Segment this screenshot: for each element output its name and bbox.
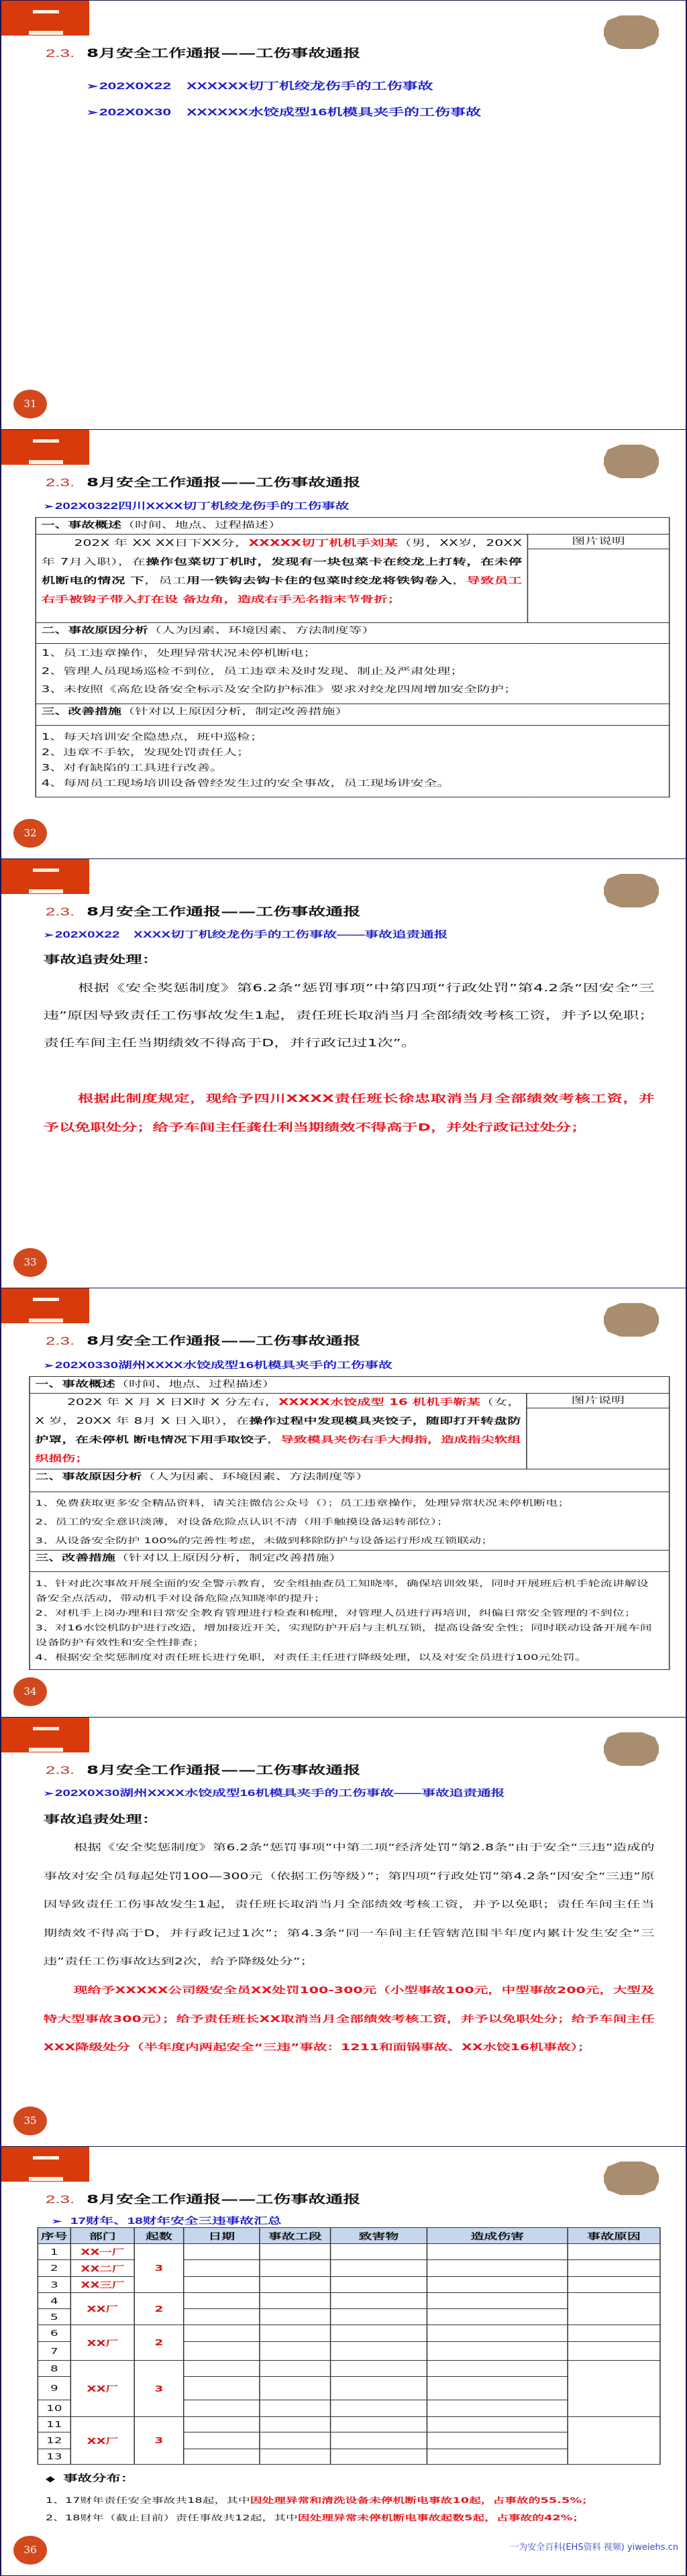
slide-content <box>1 859 687 1288</box>
slide-35 <box>0 1717 687 2146</box>
slide-content <box>1 1718 687 2146</box>
slide-34 <box>0 1288 687 1717</box>
cell-section[interactable] <box>260 2244 331 2260</box>
cell-injury[interactable] <box>427 2400 568 2417</box>
distribution-line <box>46 2510 584 2525</box>
section-header-row <box>36 704 669 726</box>
measures-cell <box>30 1572 670 1670</box>
column-header: 序号 <box>38 2228 70 2244</box>
accident-count: 3 <box>134 2361 183 2417</box>
incident-link-item[interactable] <box>87 106 481 119</box>
subheading-text: 17财年、18财年安全三违事故汇总 <box>70 2216 282 2226</box>
cell-cause[interactable] <box>568 2325 660 2342</box>
overview-text <box>42 535 522 610</box>
text-segment: 操作过程中发现模具夹饺子，随即打开转盘防护罩，在未停机 断电情况下用手取饺子 <box>35 1416 521 1445</box>
page-number-badge: 34 <box>13 1677 47 1706</box>
section-note: （针对以上原因分析，制定改善措施） <box>121 707 349 717</box>
cell-hazard[interactable] <box>331 2377 427 2400</box>
section-header-cell <box>36 623 669 644</box>
cell-date[interactable] <box>184 2377 260 2400</box>
column-header: 日期 <box>184 2228 260 2244</box>
section-note: （人为因素、环境因素、方法制度等） <box>148 626 376 636</box>
section-header-row <box>30 1377 670 1394</box>
text-segment: 操作包菜切丁机时，发现有一块包菜卡在绞龙上打转，在未停机断电的情况 下 <box>41 557 523 586</box>
slide-subheading <box>44 1359 392 1372</box>
photo-caption-label: 图片说明 <box>527 1394 669 1408</box>
causes-list <box>36 1492 664 1550</box>
cell-date[interactable] <box>184 2417 260 2432</box>
slide-content <box>1 430 687 858</box>
text-segment: 1、17财年责任安全事故共18起，其中 <box>45 2496 250 2505</box>
subheading-text: 202X0X30湖州XXXX水饺成型16机模具夹手的工伤事故——事故追责通报 <box>54 1788 505 1798</box>
cause-item: 3、从设备安全防护 100%的完善性考虑，未做到移除防护与设备运行形成互锁联动； <box>35 1536 494 1545</box>
text-segment: 2、18财年（截止目前）责任事故共12起，其中 <box>45 2513 298 2522</box>
accident-count: 3 <box>134 2244 183 2293</box>
cell-section[interactable] <box>260 2377 331 2400</box>
slide-title: 8月安全工作通报——工伤事故通报 <box>87 1335 361 1348</box>
incident-report-table <box>36 517 670 797</box>
section-header-cell <box>30 1551 670 1572</box>
department: XX厂 <box>70 2361 134 2417</box>
incident-link-text: 202X0X22 XXXXXX切丁机绞龙伤手的工伤事故 <box>99 80 433 92</box>
causes-cell <box>36 644 669 704</box>
department: XX三厂 <box>70 2277 134 2293</box>
row-number: 12 <box>38 2432 70 2449</box>
section-number: 2.3. <box>45 476 75 489</box>
measures-row <box>36 726 669 797</box>
column-header: 造成伤害 <box>427 2228 568 2244</box>
row-number: 6 <box>38 2325 70 2342</box>
row-number: 10 <box>38 2400 70 2417</box>
text-segment: ， <box>267 1435 280 1445</box>
section-number: 2.3. <box>45 905 75 918</box>
table-row <box>38 2244 660 2260</box>
section-number: 2.3. <box>45 1764 75 1777</box>
row-number: 11 <box>38 2417 70 2432</box>
subheading-text: 202X0X22 XXXX切丁机绞龙伤手的工伤事故——事故追责通报 <box>54 930 448 940</box>
cell-cause[interactable] <box>568 2342 660 2361</box>
cell-hazard[interactable] <box>331 2449 427 2465</box>
cell-cause[interactable] <box>568 2417 660 2465</box>
section-number: 2.3. <box>45 1335 75 1347</box>
row-number: 13 <box>38 2449 70 2465</box>
section-note: （时间、地点、过程描述） <box>115 1380 276 1390</box>
slide-subheading <box>44 500 350 513</box>
row-number: 2 <box>38 2260 70 2277</box>
section-heading: 三、改善措施 <box>35 1553 115 1563</box>
column-header: 事故原因 <box>568 2228 660 2244</box>
cell-injury[interactable] <box>427 2293 568 2309</box>
cell-date[interactable] <box>184 2325 260 2342</box>
slide-content <box>1 1288 687 1717</box>
text-segment: XXXXX切丁机机手刘某 <box>248 539 399 549</box>
arrow-bullet-icon: ➢ <box>43 930 54 940</box>
text-segment: 导致员工右手被钩子带入打在设 备边角，造成右手无名指末节骨折； <box>41 576 523 605</box>
cause-item: 2、员工的安全意识淡薄，对设备危险点认识不清（用手触摸设备运转部位）； <box>35 1517 449 1526</box>
slide-subheading <box>44 1787 505 1800</box>
department: XX厂 <box>70 2325 134 2361</box>
cell-section[interactable] <box>260 2342 331 2361</box>
cell-date[interactable] <box>184 2277 260 2293</box>
slide-31 <box>0 0 687 429</box>
text-segment: 202X 年 X 月 X 日X时 X 分左右， <box>67 1398 278 1408</box>
cell-hazard[interactable] <box>331 2277 427 2293</box>
cell-hazard[interactable] <box>331 2400 427 2417</box>
row-number: 3 <box>38 2277 70 2293</box>
cell-injury[interactable] <box>427 2377 568 2400</box>
table-header-row <box>38 2228 660 2244</box>
cell-date[interactable] <box>184 2400 260 2417</box>
slide-title: 8月安全工作通报——工伤事故通报 <box>87 905 361 919</box>
slide-content <box>1 1 687 429</box>
measure-item: 2、违章不手软，发现处罚责任人； <box>41 748 250 758</box>
cell-section[interactable] <box>260 2277 331 2293</box>
cell-injury[interactable] <box>427 2325 568 2342</box>
cell-injury[interactable] <box>427 2309 568 2325</box>
table-row <box>38 2293 660 2309</box>
arrow-bullet-icon: ➢ <box>43 1361 54 1370</box>
page-number-badge: 32 <box>13 819 47 848</box>
accident-count: 2 <box>134 2325 183 2361</box>
measures-cell <box>36 726 669 797</box>
slide-32 <box>0 429 687 858</box>
arrow-bullet-icon: ➢ <box>43 502 54 511</box>
cell-cause[interactable] <box>568 2244 660 2260</box>
page-number-badge: 35 <box>13 2107 47 2135</box>
diamond-bullet-icon: ◆ <box>45 2474 55 2483</box>
cell-injury[interactable] <box>427 2449 568 2465</box>
section-header-cell <box>30 1377 670 1394</box>
incident-link-text: 202X0X30 XXXXXX水饺成型16机模具夹手的工伤事故 <box>99 107 481 118</box>
causes-row <box>36 644 669 704</box>
cell-date[interactable] <box>184 2309 260 2325</box>
cell-date[interactable] <box>184 2260 260 2277</box>
table-row <box>38 2361 660 2377</box>
cell-cause[interactable] <box>568 2293 660 2325</box>
cause-item: 3、未按照《高危设备安全标示及安全防护标准》要求对绞龙四周增加安全防护； <box>41 685 517 695</box>
measure-item: 3、对16水饺机防护进行改造，增加接近开关，实现防护开启与主机互锁，提高设备安全性；同时联动设备开展车间 <box>35 1623 652 1632</box>
row-number: 4 <box>38 2293 70 2309</box>
cell-hazard[interactable] <box>331 2309 427 2325</box>
measure-item: 4、每周员工现场培训设备曾经发生过的安全事故，员工现场讲安全。 <box>41 779 451 789</box>
section-note: （针对以上原因分析，制定改善措施） <box>115 1553 343 1563</box>
accountability-heading: 事故追责处理： <box>43 953 159 966</box>
row-number: 9 <box>38 2377 70 2400</box>
cell-hazard[interactable] <box>331 2325 427 2342</box>
column-header: 致害物 <box>331 2228 427 2244</box>
watermark-text: 一为安全百科(EHS资料 视频) yiweiehs.cn <box>510 2542 678 2553</box>
text-segment: XXXXX水饺成型 16 机机手靳某 <box>278 1398 481 1408</box>
cell-cause[interactable] <box>568 2260 660 2277</box>
causes-list <box>42 644 664 699</box>
slide-title: 8月安全工作通报——工伤事故通报 <box>87 476 361 490</box>
slide-title: 8月安全工作通报——工伤事故通报 <box>87 1764 361 1777</box>
subheading-text: 202X0330湖州XXXX水饺成型16机模具夹手的工伤事故 <box>54 1360 392 1370</box>
cell-section[interactable] <box>260 2400 331 2417</box>
department: XX二厂 <box>70 2260 134 2277</box>
measure-item: 1、针对此次事故开展全面的安全警示教育，安全组抽查员工知晓率，确保培训效果，同时开展班后机手轮流讲解设 <box>35 1579 649 1588</box>
page-number-badge: 33 <box>13 1248 47 1277</box>
department: XX一厂 <box>70 2244 134 2260</box>
text-segment: 因处理异常未停机断电事故起数5起，占事故的42%； <box>297 2513 585 2522</box>
incident-report-table <box>29 1376 670 1670</box>
cell-date[interactable] <box>184 2432 260 2449</box>
arrow-bullet-icon: ➢ <box>87 81 99 91</box>
section-header-cell <box>36 518 669 535</box>
overview-row <box>30 1394 670 1469</box>
measures-row <box>30 1572 670 1670</box>
text-segment: 用一铁钩去钩卡住的包菜时绞龙将铁钩卷入 <box>186 576 453 586</box>
section-header-cell <box>30 1469 670 1492</box>
measure-item: 备安全点活动，带动机手对设备危险点知晓率的提升； <box>35 1593 326 1603</box>
accountability-heading: 事故追责处理： <box>43 1813 159 1826</box>
column-header: 起数 <box>134 2228 183 2244</box>
slide-title: 8月安全工作通报——工伤事故通报 <box>87 47 361 60</box>
slide-36 <box>0 2146 687 2576</box>
cell-hazard[interactable] <box>331 2432 427 2449</box>
cell-date[interactable] <box>184 2342 260 2361</box>
slide-subheading <box>52 2215 281 2228</box>
section-header-row <box>36 518 669 535</box>
overview-text <box>36 1394 521 1469</box>
cell-hazard[interactable] <box>331 2361 427 2377</box>
distribution-heading <box>46 2471 136 2486</box>
causes-cell <box>30 1492 670 1551</box>
cell-injury[interactable] <box>427 2244 568 2260</box>
accident-count: 3 <box>134 2417 183 2465</box>
penalty-decision: 现给予XXXXX公司级安全员XX处罚100-300元（小型事故100元，中型事故200元，大型及特大型事故300元）；给予责任班长XX取消当月全部绩效考核工资，并予以免职处分；给予车间主任XXX降级处分（半年度内两起安全“三违”事故：1211和面锅事故、XX水饺16机事故）； <box>43 1986 655 2053</box>
row-number: 1 <box>38 2244 70 2260</box>
table-row <box>38 2417 660 2432</box>
cell-injury[interactable] <box>427 2417 568 2432</box>
overview-cell <box>30 1394 527 1469</box>
cell-hazard[interactable] <box>331 2293 427 2309</box>
cell-date[interactable] <box>184 2293 260 2309</box>
slide-title: 8月安全工作通报——工伤事故通报 <box>87 2193 361 2206</box>
section-note: （时间、地点、过程描述） <box>121 520 282 530</box>
cell-hazard[interactable] <box>331 2417 427 2432</box>
section-heading: 一、事故概述 <box>41 520 122 530</box>
slide-content <box>1 2147 687 2576</box>
arrow-bullet-icon: ➢ <box>51 2217 62 2226</box>
text-segment: 202X 年 XX XX日下XX分， <box>74 539 249 549</box>
measures-list <box>36 1572 664 1665</box>
cell-injury[interactable] <box>427 2277 568 2293</box>
photo-cell <box>527 1394 670 1469</box>
cell-date[interactable] <box>184 2361 260 2377</box>
cell-date[interactable] <box>184 2244 260 2260</box>
section-header-row <box>30 1551 670 1572</box>
measure-item: 1、每天培训安全隐患点，班中巡检； <box>41 732 264 742</box>
page-number-badge: 31 <box>13 390 47 418</box>
cell-section[interactable] <box>260 2293 331 2309</box>
text-segment: 导致模具夹伤右手大拇指，造成指尖软组织损伤； <box>35 1435 521 1464</box>
section-heading: 一、事故概述 <box>35 1380 115 1390</box>
cell-hazard[interactable] <box>331 2342 427 2361</box>
subheading-text: 202X0322四川XXXX切丁机绞龙伤手的工伤事故 <box>54 501 350 511</box>
arrow-bullet-icon: ➢ <box>43 1789 54 1798</box>
cell-section[interactable] <box>260 2417 331 2432</box>
cell-section[interactable] <box>260 2449 331 2465</box>
slide-33 <box>0 858 687 1288</box>
row-number: 5 <box>38 2309 70 2325</box>
section-number: 2.3. <box>45 47 75 60</box>
text-segment: ，员工 <box>144 576 187 586</box>
cell-section[interactable] <box>260 2309 331 2325</box>
cell-cause[interactable] <box>568 2277 660 2293</box>
cause-item: 1、员工违章操作，处理异常状况未停机断电； <box>41 649 317 659</box>
accident-count: 2 <box>134 2293 183 2325</box>
measure-item: 4、根据安全奖惩制度对责任班长进行免职，对责任主任进行降级处理，以及对安全员进行100元处罚。 <box>35 1653 587 1662</box>
column-header: 部门 <box>70 2228 134 2244</box>
penalty-decision: 根据此制度规定，现给予四川XXXX责任班长徐忠取消当月全部绩效考核工资，并予以免职处分；给予车间主任龚仕利当期绩效不得高于D，并处行政记过处分； <box>43 1093 655 1133</box>
page-number-badge: 36 <box>13 2536 47 2565</box>
measure-item: 2、对机手上岗办理和日常安全教育管理进行检查和梳理，对管理人员进行再培训，纠偏日常安全管理的不到位； <box>35 1608 637 1618</box>
department: XX厂 <box>70 2417 134 2465</box>
cell-date[interactable] <box>184 2449 260 2465</box>
section-header-row <box>36 623 669 644</box>
section-number: 2.3. <box>45 2193 75 2206</box>
section-header-row <box>30 1469 670 1492</box>
department: XX厂 <box>70 2293 134 2325</box>
text-segment: ， <box>452 576 467 586</box>
cell-hazard[interactable] <box>331 2260 427 2277</box>
cause-item: 2、管理人员现场巡检不到位，员工违章未及时发现、制止及严肃处理； <box>41 667 464 677</box>
table-row <box>38 2325 660 2342</box>
cause-item: 1、免费获取更多安全精品资料，请关注微信公众号（）；员工违章操作，处理异常状况未停机断电； <box>35 1498 570 1508</box>
distribution-line <box>46 2493 594 2508</box>
slide-subheading <box>44 928 448 942</box>
accident-summary-table <box>38 2227 661 2465</box>
row-number: 8 <box>38 2361 70 2377</box>
accountability-paragraph: 根据《安全奖惩制度》第6.2条“惩罚事项”中第二项“经济处罚”第2.8条“由于安全“三违”造成的事故对安全员每起处罚100—300元（依据工伤等级）”；第四项“行政处罚”第4.2条“因安全“三违”原因导致责任工伤事故发生1起，责任班长取消当月全部绩效考核工资，并予以免职；责任车间主任当期绩效不得高于D，并行政记过1次”；第4.3条“同一车间主任管辖范围半年度内累计发生安全“三违”责任工伤事故达到2次，给予降级处分”； <box>43 1843 655 1967</box>
accountability-paragraph: 根据《安全奖惩制度》第6.2条“惩罚事项”中第四项“行政处罚”第4.2条“因安全“三违”原因导致责任工伤事故发生1起，责任班长取消当月全部绩效考核工资，并予以免职；责任车间主任当期绩效不得高于D，并行政记过1次”。 <box>43 982 655 1049</box>
section-heading: 三、改善措施 <box>41 707 122 717</box>
text-segment: （男，XX岁，20XX年 7月入职），在 <box>41 539 523 567</box>
photo-caption-label: 图片说明 <box>528 535 669 549</box>
section-header-cell <box>36 704 669 726</box>
section-heading: 二、事故原因分析 <box>35 1472 142 1482</box>
row-number: 7 <box>38 2342 70 2361</box>
cell-injury[interactable] <box>427 2432 568 2449</box>
causes-row <box>30 1492 670 1551</box>
arrow-bullet-icon: ➢ <box>87 107 99 117</box>
cell-injury[interactable] <box>427 2342 568 2361</box>
measure-item: 3、对有缺陷的工具进行改善。 <box>41 763 224 773</box>
cell-cause[interactable] <box>568 2361 660 2417</box>
cell-section[interactable] <box>260 2361 331 2377</box>
text-segment: 因处理异常和清洗设备未停机断电事故10起，占事故的55.5%； <box>250 2496 594 2505</box>
cell-injury[interactable] <box>427 2260 568 2277</box>
cell-section[interactable] <box>260 2325 331 2342</box>
cell-section[interactable] <box>260 2260 331 2277</box>
column-header: 事故工段 <box>260 2228 331 2244</box>
section-note: （人为因素、环境因素、方法制度等） <box>142 1472 370 1482</box>
incident-link-item[interactable] <box>87 80 433 93</box>
cell-hazard[interactable] <box>331 2244 427 2260</box>
cell-section[interactable] <box>260 2432 331 2449</box>
cell-injury[interactable] <box>427 2361 568 2377</box>
distribution-heading-text: 事故分布： <box>63 2473 136 2484</box>
table-row <box>38 2277 660 2293</box>
measures-list <box>42 726 664 791</box>
text-segment: （女，X 岁，20XX 年 8月 X 日入职），在 <box>35 1398 521 1426</box>
overview-cell <box>36 535 527 623</box>
photo-cell <box>527 535 669 623</box>
section-heading: 二、事故原因分析 <box>41 626 148 636</box>
table-row <box>38 2260 660 2277</box>
overview-row <box>36 535 669 623</box>
measure-item: 设备防护有效性和安全性排查； <box>35 1638 205 1647</box>
